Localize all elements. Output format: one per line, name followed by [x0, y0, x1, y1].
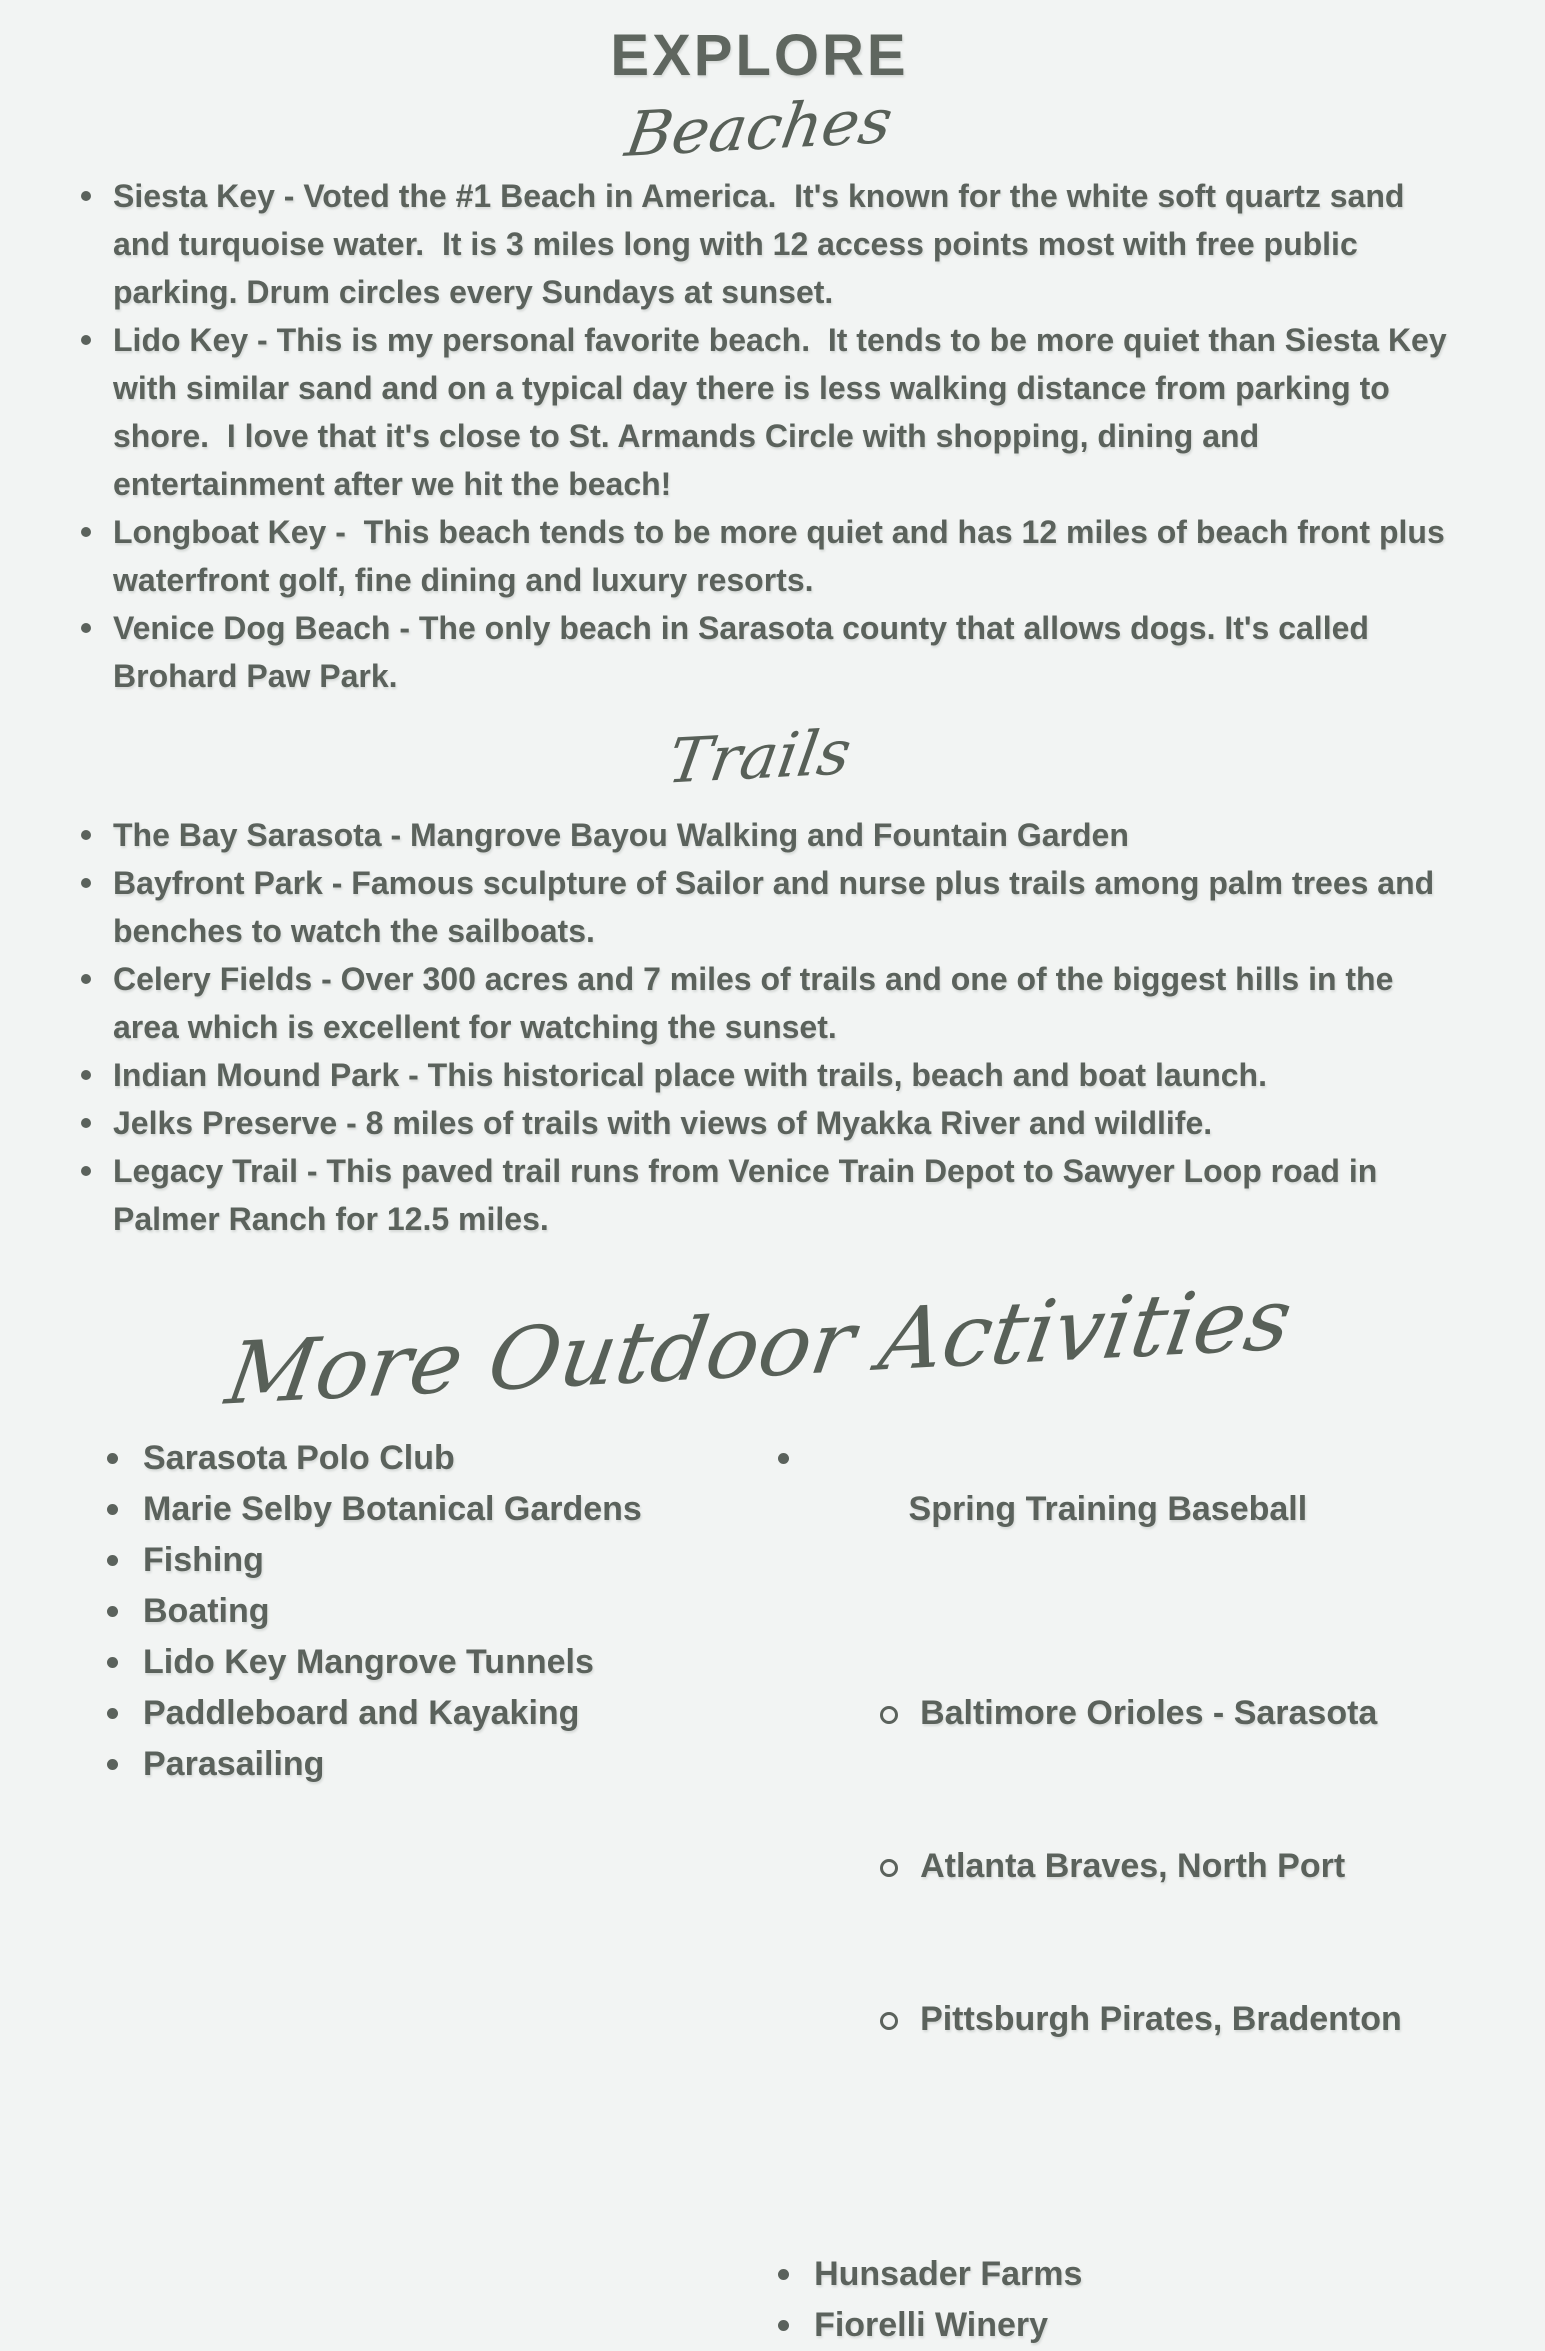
list-item-jelks-preserve: Jelks Preserve - 8 miles of trails with views of Myakka River and wildlife.: [69, 1099, 1450, 1147]
list-item-lido-key: Lido Key - This is my personal favorite beach. It tends to be more quiet than Siesta Key with similar sand and on a typical day there is less walking distance from parking to shore. I love that it's close to St. Armands Circle with shopping, dining and entertainment after we hit the beach!: [69, 316, 1450, 508]
more-activities-right-list: [768, 1433, 1450, 2351]
beaches-heading: [69, 84, 1450, 171]
more-activities-left-list: [97, 1433, 718, 1790]
list-item-hunsader-farms: Hunsader Farms: [768, 2249, 1450, 2300]
page-title: EXPLORE: [610, 23, 909, 88]
beaches-heading-text: Beaches: [621, 84, 898, 171]
more-activities-right-column: [718, 1433, 1450, 2351]
list-item-boating: Boating: [97, 1586, 718, 1637]
list-item-siesta-key: Siesta Key - Voted the #1 Beach in America. It's known for the white soft quartz sand and turquoise water. It is 3 miles long with 12 access points most with free public parking. Drum circles every Sundays at sunset.: [69, 172, 1450, 316]
list-item-spring-training-baseball: [768, 1433, 1450, 2249]
spring-training-sublist: [870, 1586, 1450, 2147]
list-item-baltimore-orioles: Baltimore Orioles - Sarasota: [870, 1688, 1450, 1739]
list-item-sarasota-polo-club: Sarasota Polo Club: [97, 1433, 718, 1484]
list-item-indian-mound-park: Indian Mound Park - This historical place with trails, beach and boat launch.: [69, 1051, 1450, 1099]
list-item-the-bay-sarasota: The Bay Sarasota - Mangrove Bayou Walking and Fountain Garden: [69, 811, 1450, 859]
list-item-legacy-trail: Legacy Trail - This paved trail runs from Venice Train Depot to Sawyer Loop road in Palmer Ranch for 12.5 miles.: [69, 1147, 1450, 1243]
trails-heading-text: Trails: [663, 715, 856, 798]
beaches-list: [69, 172, 1456, 700]
list-item-fishing: Fishing: [97, 1535, 718, 1586]
list-item-pittsburgh-pirates: Pittsburgh Pirates, Bradenton: [870, 1994, 1450, 2045]
list-item-paddleboard-kayaking: Paddleboard and Kayaking: [97, 1688, 718, 1739]
list-item-parasailing: Parasailing: [97, 1739, 718, 1790]
more-activities-left-column: [69, 1433, 718, 2351]
list-item-celery-fields: Celery Fields - Over 300 acres and 7 miles of trails and one of the biggest hills in the area which is excellent for watching the sunset.: [69, 955, 1450, 1051]
list-item-lido-key-mangrove-tunnels: Lido Key Mangrove Tunnels: [97, 1637, 718, 1688]
more-activities-heading-text: More Outdoor Activities: [220, 1269, 1299, 1425]
spring-training-label: Spring Training Baseball: [908, 1490, 1308, 1528]
list-item-atlanta-braves: Atlanta Braves, North Port: [870, 1841, 1450, 1892]
list-item-marie-selby-gardens: Marie Selby Botanical Gardens: [97, 1484, 718, 1535]
list-item-fiorelli-winery: Fiorelli Winery: [768, 2300, 1450, 2351]
list-item-longboat-key: Longboat Key - This beach tends to be more quiet and has 12 miles of beach front plus waterfront golf, fine dining and luxury resorts.: [69, 508, 1450, 604]
list-item-bayfront-park: Bayfront Park - Famous sculpture of Sailor and nurse plus trails among palm trees and benches to watch the sailboats.: [69, 859, 1450, 955]
trails-list: [69, 811, 1450, 1243]
list-item-venice-dog-beach: Venice Dog Beach - The only beach in Sarasota county that allows dogs. It's called Brohard Paw Park.: [69, 604, 1450, 700]
more-activities-heading: [69, 1269, 1450, 1425]
more-activities-columns: [69, 1433, 1450, 2351]
trails-heading: [69, 715, 1450, 798]
